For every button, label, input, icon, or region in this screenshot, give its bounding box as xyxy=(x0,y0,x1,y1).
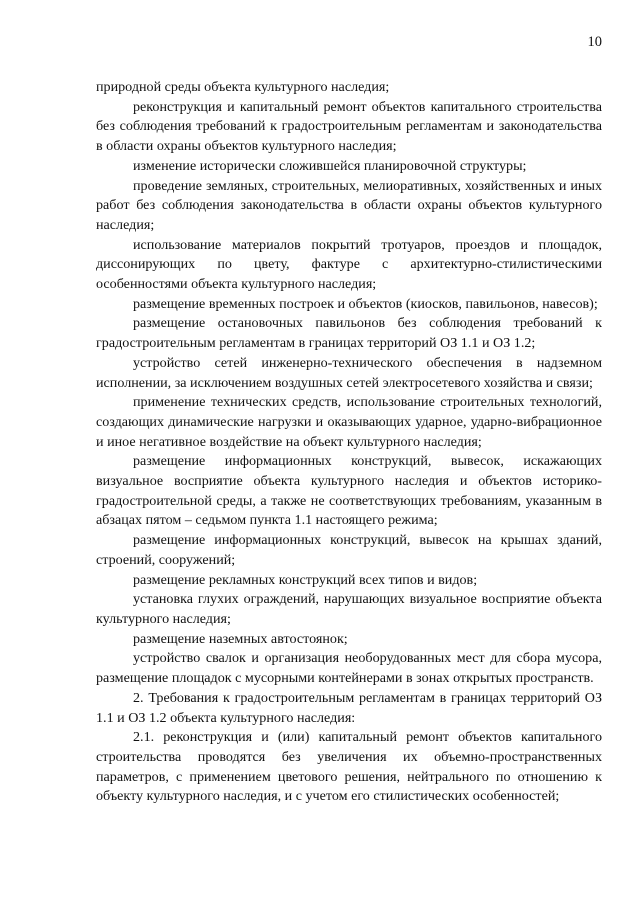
paragraph: размещение информационных конструкций, вывесок на крышах зданий, строений, сооружений; xyxy=(96,532,602,568)
paragraph: применение технических средств, использование строительных технологий, создающих динамические нагрузки и оказывающих ударное, ударно-вибрационное и иное негативное воздействие на объект культурного наследия; xyxy=(96,394,602,450)
paragraph: изменение исторически сложившейся планировочной структуры; xyxy=(133,157,527,174)
page-number: 10 xyxy=(587,34,602,50)
paragraph: устройство сетей инженерно-технического обеспечения в надземном исполнении, за исключением воздушных сетей электросетевого хозяйства и связи; xyxy=(96,354,602,391)
paragraph: размещение временных построек и объектов (киосков, павильонов, навесов); xyxy=(133,295,598,312)
paragraph: устройство свалок и организация необорудованных мест для сбора мусора, размещение площадок с мусорными контейнерами в зонах открытых пространств. xyxy=(96,650,602,687)
paragraph: реконструкция и капитальный ремонт объектов капитального строительства без соблюдения требований к градостроительным регламентам и законодательства в области охраны объектов культурного наследия; xyxy=(96,98,602,155)
paragraph: установка глухих ограждений, нарушающих визуальное восприятие объекта культурного наследия; xyxy=(96,591,602,627)
paragraph: 2.1. реконструкция и (или) капитальный ремонт объектов капитального строительства проводятся без увеличения их объемно-пространственных параметров, с применением цветового решения, нейтрального по отношению к объекту культурного наследия, и с учетом его стилистических особенностей; xyxy=(96,729,602,805)
section-heading: 2. Требования к градостроительным регламентам в границах территорий ОЗ 1.1 и ОЗ 1.2 объекта культурного наследия: xyxy=(96,689,602,726)
paragraph: проведение земляных, строительных, мелиоративных, хозяйственных и иных работ без соблюдения законодательства в области охраны объектов культурного наследия; xyxy=(96,177,602,233)
paragraph: использование материалов покрытий тротуаров, проездов и площадок, диссонирующих по цвету, фактуре с архитектурно-стилистическими особенностями объекта культурного наследия; xyxy=(96,236,602,293)
document-body xyxy=(96,78,602,807)
paragraph: размещение остановочных павильонов без соблюдения требований к градостроительным регламентам в границах территорий ОЗ 1.1 и ОЗ 1.2; xyxy=(96,315,602,352)
paragraph: природной среды объекта культурного наследия; xyxy=(96,79,390,95)
paragraph: размещение информационных конструкций, вывесок, искажающих визуальное восприятие объекта культурного наследия и объектов историко-градостроительной среды, а также не соответствующих требованиям, указанным в абзацах пятом – седьмом пункта 1.1 настоящего режима; xyxy=(96,453,602,529)
paragraph: размещение рекламных конструкций всех типов и видов; xyxy=(133,571,478,588)
paragraph: размещение наземных автостоянок; xyxy=(133,630,348,647)
